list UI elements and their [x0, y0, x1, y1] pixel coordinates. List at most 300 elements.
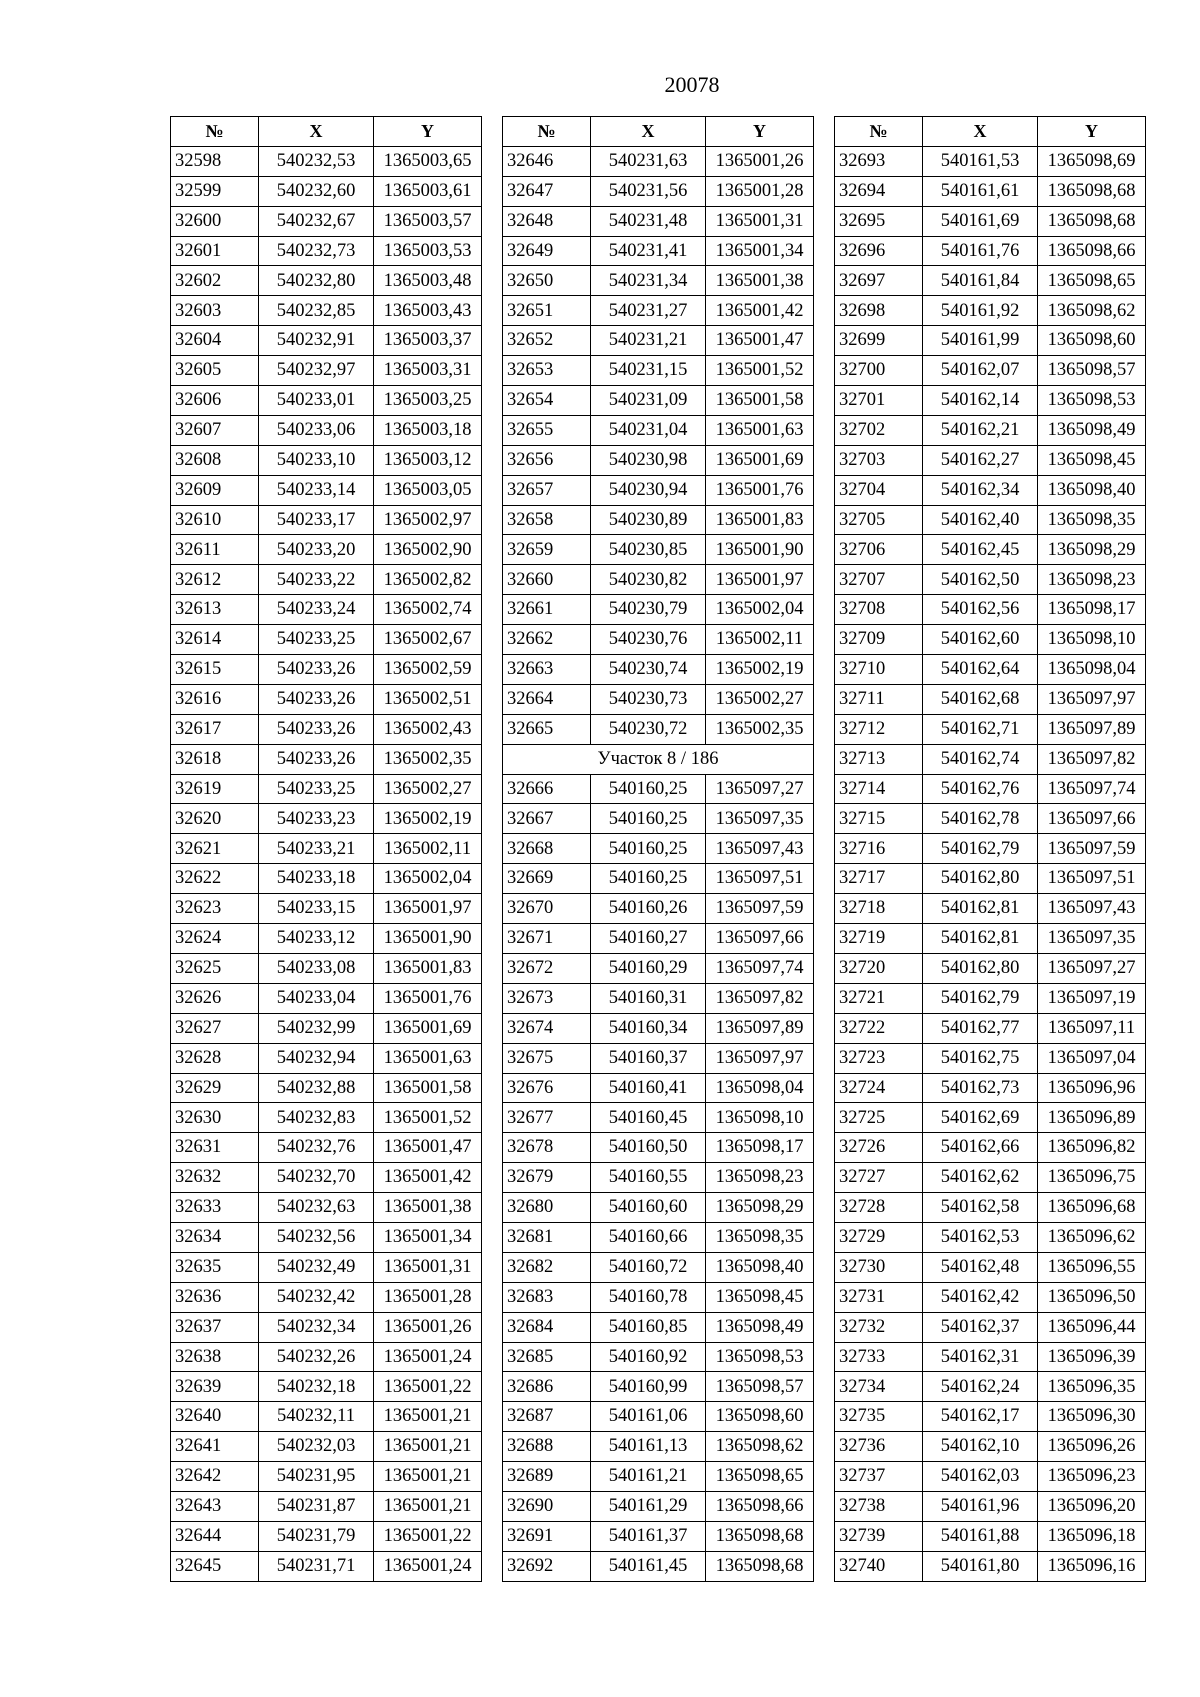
y-coordinate-cell: 1365003,61 — [374, 176, 482, 206]
point-number-cell: 32739 — [835, 1521, 923, 1551]
point-number-cell: 32604 — [171, 326, 259, 356]
table-row — [835, 1193, 1146, 1223]
point-number-cell: 32616 — [171, 684, 259, 714]
y-coordinate-cell: 1365001,21 — [374, 1462, 482, 1492]
point-number-cell: 32733 — [835, 1342, 923, 1372]
x-coordinate-cell: 540161,69 — [923, 206, 1038, 236]
y-coordinate-cell: 1365097,89 — [706, 1013, 814, 1043]
y-coordinate-cell: 1365001,83 — [374, 953, 482, 983]
x-coordinate-cell: 540162,77 — [923, 1013, 1038, 1043]
x-coordinate-cell: 540162,81 — [923, 924, 1038, 954]
point-number-cell: 32716 — [835, 834, 923, 864]
table-row — [503, 1521, 814, 1551]
x-coordinate-cell: 540233,17 — [259, 505, 374, 535]
y-coordinate-cell: 1365001,22 — [374, 1521, 482, 1551]
point-number-cell: 32638 — [171, 1342, 259, 1372]
x-coordinate-cell: 540233,04 — [259, 983, 374, 1013]
point-number-cell: 32711 — [835, 684, 923, 714]
x-coordinate-cell: 540231,71 — [259, 1551, 374, 1581]
point-number-cell: 32664 — [503, 684, 591, 714]
table-row — [835, 744, 1146, 774]
table-row — [171, 655, 482, 685]
point-number-cell: 32613 — [171, 595, 259, 625]
y-coordinate-cell: 1365001,31 — [706, 206, 814, 236]
x-coordinate-cell: 540162,68 — [923, 684, 1038, 714]
x-coordinate-cell: 540162,40 — [923, 505, 1038, 535]
table-row — [835, 864, 1146, 894]
y-coordinate-cell: 1365097,59 — [706, 894, 814, 924]
x-coordinate-cell: 540160,27 — [591, 924, 706, 954]
table-row — [503, 864, 814, 894]
table-row — [171, 1193, 482, 1223]
point-number-cell: 32608 — [171, 445, 259, 475]
point-number-cell: 32640 — [171, 1402, 259, 1432]
y-coordinate-cell: 1365001,28 — [706, 176, 814, 206]
header-y: Y — [1038, 117, 1146, 147]
y-coordinate-cell: 1365098,60 — [1038, 326, 1146, 356]
x-coordinate-cell: 540232,60 — [259, 176, 374, 206]
y-coordinate-cell: 1365098,35 — [706, 1222, 814, 1252]
x-coordinate-cell: 540161,06 — [591, 1402, 706, 1432]
point-number-cell: 32726 — [835, 1133, 923, 1163]
y-coordinate-cell: 1365097,97 — [706, 1043, 814, 1073]
point-number-cell: 32605 — [171, 356, 259, 386]
point-number-cell: 32602 — [171, 266, 259, 296]
x-coordinate-cell: 540231,04 — [591, 415, 706, 445]
y-coordinate-cell: 1365003,12 — [374, 445, 482, 475]
table-row — [835, 983, 1146, 1013]
point-number-cell: 32688 — [503, 1432, 591, 1462]
section-label: Участок 8 / 186 — [503, 744, 814, 774]
point-number-cell: 32718 — [835, 894, 923, 924]
table-row — [171, 236, 482, 266]
y-coordinate-cell: 1365001,63 — [706, 415, 814, 445]
table-row — [835, 296, 1146, 326]
y-coordinate-cell: 1365001,31 — [374, 1252, 482, 1282]
table-row — [503, 1193, 814, 1223]
point-number-cell: 32607 — [171, 415, 259, 445]
y-coordinate-cell: 1365098,66 — [706, 1491, 814, 1521]
y-coordinate-cell: 1365001,97 — [706, 565, 814, 595]
y-coordinate-cell: 1365098,57 — [1038, 356, 1146, 386]
y-coordinate-cell: 1365098,65 — [1038, 266, 1146, 296]
table-row — [835, 326, 1146, 356]
y-coordinate-cell: 1365001,26 — [374, 1312, 482, 1342]
table-row — [503, 804, 814, 834]
point-number-cell: 32699 — [835, 326, 923, 356]
x-coordinate-cell: 540233,10 — [259, 445, 374, 475]
x-coordinate-cell: 540161,45 — [591, 1551, 706, 1581]
y-coordinate-cell: 1365097,11 — [1038, 1013, 1146, 1043]
x-coordinate-cell: 540232,53 — [259, 146, 374, 176]
x-coordinate-cell: 540230,82 — [591, 565, 706, 595]
table-row — [171, 1402, 482, 1432]
point-number-cell: 32732 — [835, 1312, 923, 1342]
table-row — [503, 475, 814, 505]
point-number-cell: 32727 — [835, 1163, 923, 1193]
point-number-cell: 32696 — [835, 236, 923, 266]
point-number-cell: 32713 — [835, 744, 923, 774]
x-coordinate-cell: 540160,72 — [591, 1252, 706, 1282]
table-row — [171, 834, 482, 864]
y-coordinate-cell: 1365002,19 — [374, 804, 482, 834]
point-number-cell: 32645 — [171, 1551, 259, 1581]
y-coordinate-cell: 1365001,34 — [706, 236, 814, 266]
point-number-cell: 32599 — [171, 176, 259, 206]
table-row — [835, 356, 1146, 386]
table-row — [503, 894, 814, 924]
table-row — [835, 1372, 1146, 1402]
x-coordinate-cell: 540161,92 — [923, 296, 1038, 326]
x-coordinate-cell: 540162,64 — [923, 655, 1038, 685]
y-coordinate-cell: 1365098,40 — [1038, 475, 1146, 505]
point-number-cell: 32738 — [835, 1491, 923, 1521]
point-number-cell: 32720 — [835, 953, 923, 983]
x-coordinate-cell: 540162,50 — [923, 565, 1038, 595]
x-coordinate-cell: 540161,29 — [591, 1491, 706, 1521]
x-coordinate-cell: 540160,25 — [591, 774, 706, 804]
point-number-cell: 32728 — [835, 1193, 923, 1223]
table-row — [503, 386, 814, 416]
header-y: Y — [706, 117, 814, 147]
y-coordinate-cell: 1365001,47 — [706, 326, 814, 356]
y-coordinate-cell: 1365097,74 — [706, 953, 814, 983]
y-coordinate-cell: 1365003,57 — [374, 206, 482, 236]
x-coordinate-cell: 540162,60 — [923, 625, 1038, 655]
x-coordinate-cell: 540233,12 — [259, 924, 374, 954]
coordinates-table-2 — [502, 116, 814, 1582]
y-coordinate-cell: 1365097,59 — [1038, 834, 1146, 864]
point-number-cell: 32629 — [171, 1073, 259, 1103]
y-coordinate-cell: 1365002,74 — [374, 595, 482, 625]
y-coordinate-cell: 1365001,63 — [374, 1043, 482, 1073]
point-number-cell: 32737 — [835, 1462, 923, 1492]
table-row — [171, 1043, 482, 1073]
table-row — [835, 1252, 1146, 1282]
table-row — [503, 1432, 814, 1462]
y-coordinate-cell: 1365097,35 — [1038, 924, 1146, 954]
y-coordinate-cell: 1365098,66 — [1038, 236, 1146, 266]
x-coordinate-cell: 540233,18 — [259, 864, 374, 894]
x-coordinate-cell: 540160,78 — [591, 1282, 706, 1312]
table-row — [835, 1282, 1146, 1312]
x-coordinate-cell: 540232,42 — [259, 1282, 374, 1312]
x-coordinate-cell: 540162,81 — [923, 894, 1038, 924]
x-coordinate-cell: 540162,69 — [923, 1103, 1038, 1133]
table-row — [835, 714, 1146, 744]
y-coordinate-cell: 1365001,42 — [374, 1163, 482, 1193]
point-number-cell: 32669 — [503, 864, 591, 894]
x-coordinate-cell: 540162,42 — [923, 1282, 1038, 1312]
point-number-cell: 32652 — [503, 326, 591, 356]
point-number-cell: 32617 — [171, 714, 259, 744]
y-coordinate-cell: 1365096,50 — [1038, 1282, 1146, 1312]
table-row — [171, 1222, 482, 1252]
table-row — [171, 565, 482, 595]
table-row — [835, 475, 1146, 505]
point-number-cell: 32679 — [503, 1163, 591, 1193]
y-coordinate-cell: 1365003,37 — [374, 326, 482, 356]
table-row — [171, 1462, 482, 1492]
x-coordinate-cell: 540160,60 — [591, 1193, 706, 1223]
point-number-cell: 32649 — [503, 236, 591, 266]
table-row — [503, 953, 814, 983]
table-row — [171, 953, 482, 983]
table-row — [503, 1073, 814, 1103]
y-coordinate-cell: 1365002,11 — [706, 625, 814, 655]
x-coordinate-cell: 540231,79 — [259, 1521, 374, 1551]
y-coordinate-cell: 1365096,96 — [1038, 1073, 1146, 1103]
table-row — [503, 176, 814, 206]
point-number-cell: 32612 — [171, 565, 259, 595]
point-number-cell: 32651 — [503, 296, 591, 326]
y-coordinate-cell: 1365098,23 — [1038, 565, 1146, 595]
x-coordinate-cell: 540160,26 — [591, 894, 706, 924]
y-coordinate-cell: 1365098,04 — [706, 1073, 814, 1103]
point-number-cell: 32671 — [503, 924, 591, 954]
point-number-cell: 32665 — [503, 714, 591, 744]
y-coordinate-cell: 1365096,18 — [1038, 1521, 1146, 1551]
y-coordinate-cell: 1365002,04 — [374, 864, 482, 894]
y-coordinate-cell: 1365098,62 — [1038, 296, 1146, 326]
table-row — [503, 1103, 814, 1133]
table-row — [503, 655, 814, 685]
point-number-cell: 32639 — [171, 1372, 259, 1402]
point-number-cell: 32677 — [503, 1103, 591, 1133]
point-number-cell: 32659 — [503, 535, 591, 565]
table-row — [171, 266, 482, 296]
x-coordinate-cell: 540161,88 — [923, 1521, 1038, 1551]
header-number: № — [835, 117, 923, 147]
table-row — [171, 1372, 482, 1402]
y-coordinate-cell: 1365001,26 — [706, 146, 814, 176]
point-number-cell: 32675 — [503, 1043, 591, 1073]
point-number-cell: 32685 — [503, 1342, 591, 1372]
point-number-cell: 32694 — [835, 176, 923, 206]
point-number-cell: 32695 — [835, 206, 923, 236]
y-coordinate-cell: 1365002,19 — [706, 655, 814, 685]
table-row — [503, 146, 814, 176]
x-coordinate-cell: 540161,96 — [923, 1491, 1038, 1521]
y-coordinate-cell: 1365098,60 — [706, 1402, 814, 1432]
y-coordinate-cell: 1365098,10 — [706, 1103, 814, 1133]
x-coordinate-cell: 540161,53 — [923, 146, 1038, 176]
y-coordinate-cell: 1365001,52 — [706, 356, 814, 386]
x-coordinate-cell: 540162,07 — [923, 356, 1038, 386]
header-number: № — [171, 117, 259, 147]
point-number-cell: 32620 — [171, 804, 259, 834]
point-number-cell: 32658 — [503, 505, 591, 535]
x-coordinate-cell: 540232,99 — [259, 1013, 374, 1043]
x-coordinate-cell: 540233,22 — [259, 565, 374, 595]
table-row — [503, 595, 814, 625]
x-coordinate-cell: 540160,31 — [591, 983, 706, 1013]
x-coordinate-cell: 540162,45 — [923, 535, 1038, 565]
table-row — [503, 535, 814, 565]
y-coordinate-cell: 1365098,57 — [706, 1372, 814, 1402]
y-coordinate-cell: 1365003,48 — [374, 266, 482, 296]
y-coordinate-cell: 1365002,04 — [706, 595, 814, 625]
point-number-cell: 32603 — [171, 296, 259, 326]
point-number-cell: 32717 — [835, 864, 923, 894]
y-coordinate-cell: 1365096,39 — [1038, 1342, 1146, 1372]
y-coordinate-cell: 1365097,66 — [706, 924, 814, 954]
y-coordinate-cell: 1365097,51 — [1038, 864, 1146, 894]
table-row — [171, 326, 482, 356]
x-coordinate-cell: 540230,79 — [591, 595, 706, 625]
table-row — [835, 894, 1146, 924]
y-coordinate-cell: 1365002,59 — [374, 655, 482, 685]
y-coordinate-cell: 1365002,97 — [374, 505, 482, 535]
y-coordinate-cell: 1365002,67 — [374, 625, 482, 655]
table-row — [835, 1432, 1146, 1462]
x-coordinate-cell: 540232,49 — [259, 1252, 374, 1282]
x-coordinate-cell: 540162,74 — [923, 744, 1038, 774]
table-row — [171, 535, 482, 565]
table-row — [503, 1013, 814, 1043]
x-coordinate-cell: 540233,25 — [259, 774, 374, 804]
y-coordinate-cell: 1365003,18 — [374, 415, 482, 445]
table-row — [503, 1551, 814, 1581]
table-header-row — [503, 117, 814, 147]
point-number-cell: 32667 — [503, 804, 591, 834]
point-number-cell: 32712 — [835, 714, 923, 744]
x-coordinate-cell: 540160,55 — [591, 1163, 706, 1193]
point-number-cell: 32636 — [171, 1282, 259, 1312]
table-row — [835, 655, 1146, 685]
x-coordinate-cell: 540161,21 — [591, 1462, 706, 1492]
x-coordinate-cell: 540160,34 — [591, 1013, 706, 1043]
table-row — [171, 983, 482, 1013]
x-coordinate-cell: 540233,14 — [259, 475, 374, 505]
table-row — [503, 834, 814, 864]
point-number-cell: 32689 — [503, 1462, 591, 1492]
point-number-cell: 32678 — [503, 1133, 591, 1163]
table-row — [503, 1252, 814, 1282]
x-coordinate-cell: 540162,14 — [923, 386, 1038, 416]
x-coordinate-cell: 540162,21 — [923, 415, 1038, 445]
x-coordinate-cell: 540162,48 — [923, 1252, 1038, 1282]
table-row — [835, 1222, 1146, 1252]
y-coordinate-cell: 1365098,04 — [1038, 655, 1146, 685]
point-number-cell: 32654 — [503, 386, 591, 416]
x-coordinate-cell: 540231,48 — [591, 206, 706, 236]
table-row — [171, 1551, 482, 1581]
point-number-cell: 32662 — [503, 625, 591, 655]
point-number-cell: 32621 — [171, 834, 259, 864]
y-coordinate-cell: 1365002,35 — [706, 714, 814, 744]
y-coordinate-cell: 1365098,17 — [1038, 595, 1146, 625]
y-coordinate-cell: 1365097,66 — [1038, 804, 1146, 834]
table-row — [171, 1521, 482, 1551]
table-row — [835, 1103, 1146, 1133]
point-number-cell: 32690 — [503, 1491, 591, 1521]
y-coordinate-cell: 1365096,68 — [1038, 1193, 1146, 1223]
table-row — [503, 565, 814, 595]
point-number-cell: 32644 — [171, 1521, 259, 1551]
y-coordinate-cell: 1365002,51 — [374, 684, 482, 714]
y-coordinate-cell: 1365096,26 — [1038, 1432, 1146, 1462]
y-coordinate-cell: 1365002,11 — [374, 834, 482, 864]
table-header-row — [835, 117, 1146, 147]
x-coordinate-cell: 540160,25 — [591, 804, 706, 834]
table-row — [835, 266, 1146, 296]
point-number-cell: 32687 — [503, 1402, 591, 1432]
table-row — [171, 445, 482, 475]
x-coordinate-cell: 540160,50 — [591, 1133, 706, 1163]
y-coordinate-cell: 1365001,69 — [374, 1013, 482, 1043]
x-coordinate-cell: 540233,24 — [259, 595, 374, 625]
y-coordinate-cell: 1365097,82 — [706, 983, 814, 1013]
table-row — [835, 535, 1146, 565]
table-row — [835, 595, 1146, 625]
table-row — [835, 1491, 1146, 1521]
x-coordinate-cell: 540233,20 — [259, 535, 374, 565]
y-coordinate-cell: 1365098,53 — [706, 1342, 814, 1372]
y-coordinate-cell: 1365001,97 — [374, 894, 482, 924]
table-row — [171, 415, 482, 445]
table-row — [171, 475, 482, 505]
x-coordinate-cell: 540162,76 — [923, 774, 1038, 804]
x-coordinate-cell: 540160,92 — [591, 1342, 706, 1372]
x-coordinate-cell: 540232,34 — [259, 1312, 374, 1342]
y-coordinate-cell: 1365001,83 — [706, 505, 814, 535]
table-row — [503, 356, 814, 386]
table-row — [171, 864, 482, 894]
point-number-cell: 32668 — [503, 834, 591, 864]
x-coordinate-cell: 540230,98 — [591, 445, 706, 475]
table-row — [171, 625, 482, 655]
table-row — [503, 1222, 814, 1252]
table-row — [835, 206, 1146, 236]
x-coordinate-cell: 540160,25 — [591, 834, 706, 864]
table-row — [171, 774, 482, 804]
table-row — [171, 744, 482, 774]
point-number-cell: 32623 — [171, 894, 259, 924]
y-coordinate-cell: 1365098,23 — [706, 1163, 814, 1193]
x-coordinate-cell: 540233,15 — [259, 894, 374, 924]
point-number-cell: 32614 — [171, 625, 259, 655]
point-number-cell: 32676 — [503, 1073, 591, 1103]
y-coordinate-cell: 1365002,82 — [374, 565, 482, 595]
y-coordinate-cell: 1365097,74 — [1038, 774, 1146, 804]
point-number-cell: 32670 — [503, 894, 591, 924]
point-number-cell: 32648 — [503, 206, 591, 236]
point-number-cell: 32681 — [503, 1222, 591, 1252]
table-row — [835, 804, 1146, 834]
table-row — [171, 1133, 482, 1163]
point-number-cell: 32708 — [835, 595, 923, 625]
point-number-cell: 32682 — [503, 1252, 591, 1282]
point-number-cell: 32734 — [835, 1372, 923, 1402]
x-coordinate-cell: 540162,73 — [923, 1073, 1038, 1103]
y-coordinate-cell: 1365098,35 — [1038, 505, 1146, 535]
table-row — [503, 1282, 814, 1312]
point-number-cell: 32600 — [171, 206, 259, 236]
y-coordinate-cell: 1365003,25 — [374, 386, 482, 416]
table-row — [503, 266, 814, 296]
point-number-cell: 32735 — [835, 1402, 923, 1432]
point-number-cell: 32657 — [503, 475, 591, 505]
header-number: № — [503, 117, 591, 147]
point-number-cell: 32703 — [835, 445, 923, 475]
y-coordinate-cell: 1365001,52 — [374, 1103, 482, 1133]
point-number-cell: 32701 — [835, 386, 923, 416]
table-row — [835, 1402, 1146, 1432]
y-coordinate-cell: 1365003,05 — [374, 475, 482, 505]
point-number-cell: 32672 — [503, 953, 591, 983]
y-coordinate-cell: 1365001,21 — [374, 1432, 482, 1462]
